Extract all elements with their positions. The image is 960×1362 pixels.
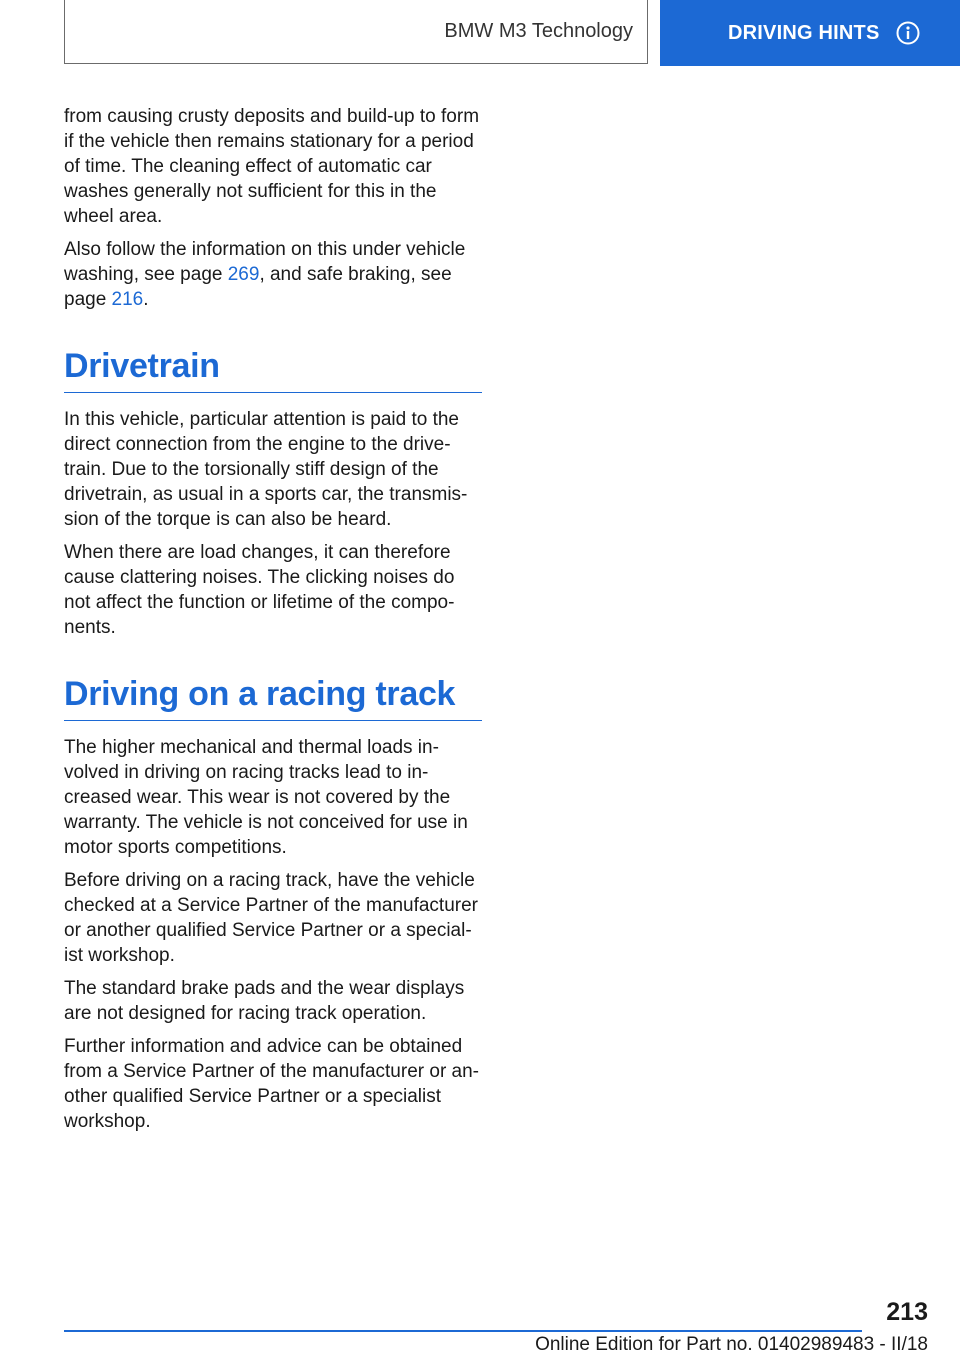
page-number: 213 <box>886 1298 928 1326</box>
heading-drivetrain: Drivetrain <box>64 346 482 393</box>
footer-divider <box>64 1330 862 1332</box>
info-icon <box>896 21 920 45</box>
intro-text-c: . <box>143 289 149 310</box>
drivetrain-paragraph-2: When there are load changes, it can therefore cause clattering noises. The clicking noises do not affect the function or lifetime of the compo-nents. <box>64 542 455 638</box>
intro-paragraph-1: from causing crusty deposits and build-up to form if the vehicle then remains stationary for a period of time. The cleaning effect of automatic car washes generally not sufficient for this in the wheel area. <box>64 106 480 227</box>
drivetrain-paragraph-1: In this vehicle, particular attention is paid to the direct connection from the engine to the drive-train. Due to the torsionally stiff design of the drivetrain, as usual in a sports car, the transmis-sion of the torque is can also be heard. <box>64 409 468 530</box>
racing-paragraph-4: Further information and advice can be obtained from a Service Partner of the manufacturer or an-other qualified Service Partner or a specialist workshop. <box>64 1036 480 1132</box>
racing-paragraph-2: Before driving on a racing track, have the vehicle checked at a Service Partner of the manufacturer or another qualified Service Partner or a special-ist workshop. <box>64 870 478 966</box>
footer-edition: Online Edition for Part no. 01402989483 - II/18 <box>535 1334 928 1355</box>
section-label: DRIVING HINTS <box>728 21 880 44</box>
heading-racing-track: Driving on a racing track <box>64 674 482 721</box>
manual-title: BMW M3 Technology <box>444 20 633 42</box>
page-link-216[interactable]: 216 <box>111 289 144 310</box>
racing-paragraph-3: The standard brake pads and the wear displays are not designed for racing track operation. <box>64 978 465 1024</box>
intro-text-a: Also follow the information on this under vehicle washing, see page <box>64 239 466 285</box>
racing-paragraph-1: The higher mechanical and thermal loads in-volved in driving on racing tracks lead to in-creased wear. This wear is not covered by the warranty. The vehicle is not conceived for use in motor sports competitions. <box>64 737 468 858</box>
main-content <box>64 104 482 1142</box>
intro-paragraph-2 <box>64 237 482 312</box>
header-section-tab[interactable] <box>660 0 960 66</box>
intro-text-b: , and safe braking, see page <box>64 264 452 310</box>
page-link-269[interactable]: 269 <box>227 264 260 285</box>
header-manual-title-box <box>64 0 648 64</box>
